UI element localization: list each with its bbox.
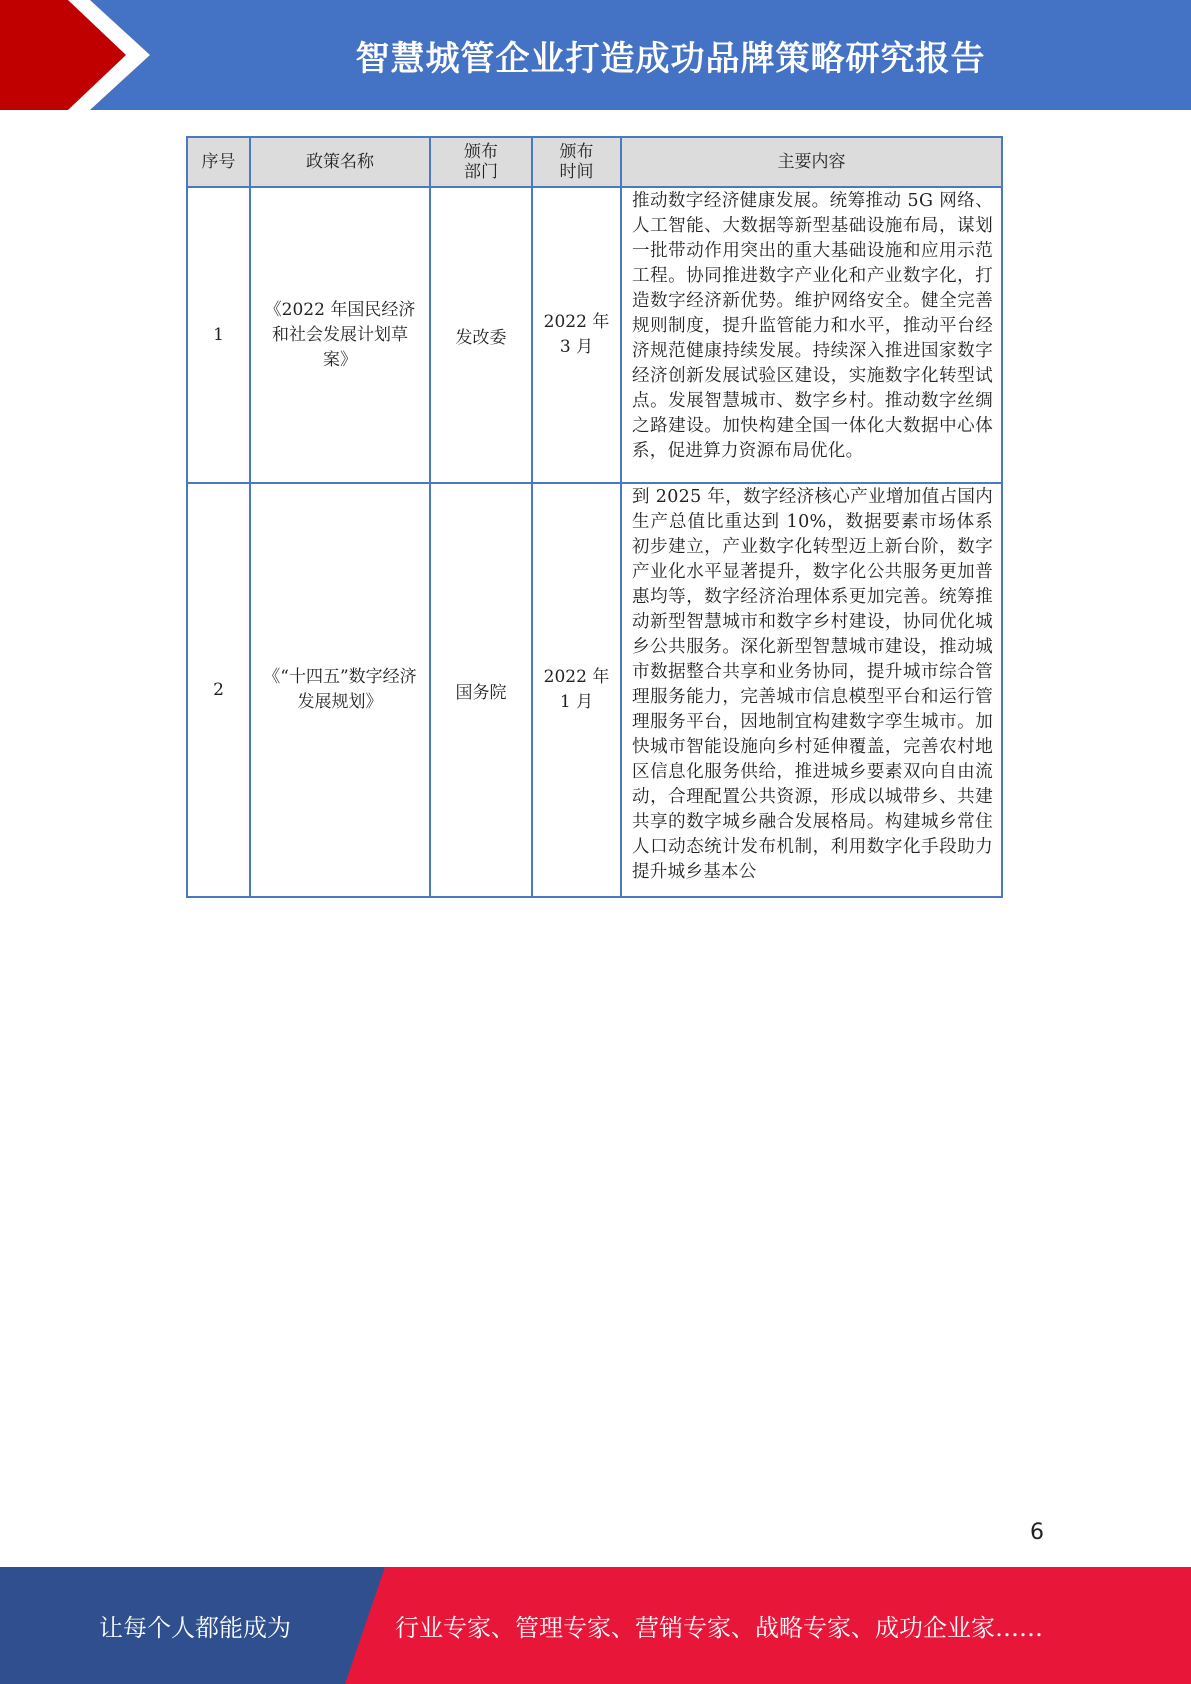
table-row <box>187 483 1002 897</box>
header-banner <box>0 0 1191 110</box>
red-arrow-decoration <box>0 0 160 110</box>
cell-index: 1 <box>187 187 250 483</box>
header-content: 主要内容 <box>621 137 1002 187</box>
page-title: 智慧城管企业打造成功品牌策略研究报告 <box>355 38 986 79</box>
footer-slogan-right: 行业专家、管理专家、营销专家、战略专家、成功企业家…… <box>395 1614 1043 1642</box>
page-number: 6 <box>1030 1520 1044 1545</box>
cell-policy-name: 《2022 年国民经济和社会发展计划草案》 <box>250 187 430 483</box>
footer-banner <box>0 1567 1191 1684</box>
cell-date: 2022 年 1 月 <box>532 483 621 897</box>
table-row <box>187 187 1002 483</box>
header-department: 颁布 部门 <box>430 137 532 187</box>
header-index: 序号 <box>187 137 250 187</box>
cell-department: 发改委 <box>430 187 532 483</box>
cell-content: 推动数字经济健康发展。统筹推动 5G 网络、人工智能、大数据等新型基础设施布局，谋划一批带动作用突出的重大基础设施和应用示范工程。协同推进数字产业化和产业数字化，打造数字经济新优势。维护网络安全。健全完善规则制度，提升监管能力和水平，推动平台经济规范健康持续发展。持续深入推进国家数字经济创新发展试验区建设，实施数字化转型试点。发展智慧城市、数字乡村。推动数字丝绸之路建设。加快构建全国一体化大数据中心体系，促进算力资源布局优化。 <box>621 187 1002 483</box>
cell-content-text: 到 2025 年，数字经济核心产业增加值占国内生产总值比重达到 10%，数据要素市场体系初步建立，产业数字化转型迈上新台阶，数字产业化水平显著提升，数字化公共服务更加普惠均等，数字经济治理体系更加完善。统筹推动新型智慧城市和数字乡村建设，协同优化城乡公共服务。深化新型智慧城市建设，推动城市数据整合共享和业务协同，提升城市综合管理服务能力，完善城市信息模型平台和运行管理服务平台，因地制宜构建数字孪生城市。加快城市智能设施向乡村延伸覆盖，完善农村地区信息化服务供给，推进城乡要素双向自由流动，合理配置公共资源，形成以城带乡、共建共享的数字城乡融合发展格局。构建城乡常住人口动态统计发布机制，利用数字化手段助力提升城乡基本公 <box>632 487 993 882</box>
policy-table <box>186 136 1003 898</box>
cell-date: 2022 年 3 月 <box>532 187 621 483</box>
table-header-row <box>187 137 1002 187</box>
footer-slogan-left: 让每个人都能成为 <box>99 1614 291 1642</box>
header-date: 颁布 时间 <box>532 137 621 187</box>
header-policy-name: 政策名称 <box>250 137 430 187</box>
cell-department: 国务院 <box>430 483 532 897</box>
cell-content <box>621 483 1002 897</box>
cell-index: 2 <box>187 483 250 897</box>
cell-policy-name: 《“十四五”数字经济发展规划》 <box>250 483 430 897</box>
